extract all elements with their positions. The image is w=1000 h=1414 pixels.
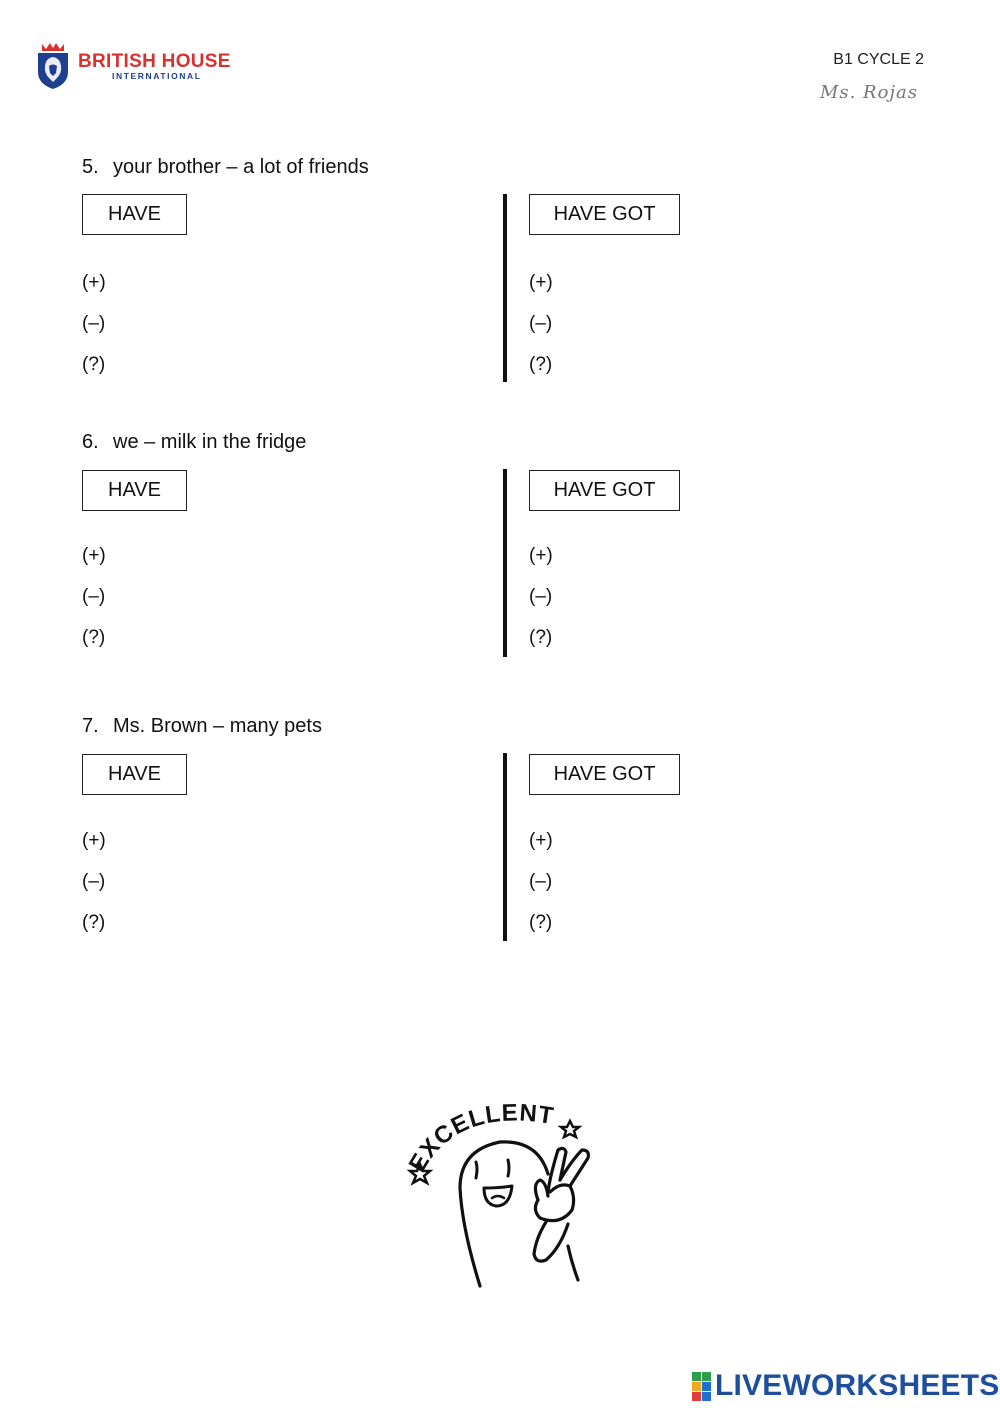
positive-sign-have-got: (+) — [529, 545, 553, 566]
exercise-title — [82, 156, 369, 179]
question-sign-have-got: (?) — [529, 912, 553, 933]
star-icon — [561, 1121, 579, 1137]
exercise-prompt: we – milk in the fridge — [113, 431, 307, 453]
positive-sign-have: (+) — [82, 545, 106, 566]
positive-sign-have-got: (+) — [529, 272, 553, 293]
question-sign-have-got: (?) — [529, 627, 553, 648]
liveworksheets-brand — [692, 1371, 1000, 1401]
positive-sign-have: (+) — [82, 830, 106, 851]
have-label-box: HAVE — [82, 754, 187, 795]
negative-sign-have: (–) — [82, 586, 106, 607]
course-level: B1 CYCLE 2 — [833, 51, 924, 68]
column-divider — [503, 194, 507, 382]
exercise-prompt: your brother – a lot of friends — [113, 156, 369, 178]
have-got-label-box: HAVE GOT — [529, 754, 680, 795]
lion-crest-icon — [36, 42, 70, 90]
exercise-number: 6. — [82, 431, 99, 453]
exercise-7 — [0, 715, 1000, 975]
positive-sign-have-got: (+) — [529, 830, 553, 851]
exercise-number: 5. — [82, 156, 99, 178]
have-got-label-box: HAVE GOT — [529, 194, 680, 235]
positive-sign-have: (+) — [82, 272, 106, 293]
exercise-6 — [0, 431, 1000, 691]
have-got-label-box: HAVE GOT — [529, 470, 680, 511]
stamp-text: EXCELLENT — [403, 1099, 556, 1177]
logo-title: BRITISH HOUSE — [78, 50, 231, 72]
question-sign-have-got: (?) — [529, 354, 553, 375]
svg-text:EXCELLENT — [404, 1099, 556, 1176]
exercise-number: 7. — [82, 715, 99, 737]
negative-sign-have: (–) — [82, 871, 106, 892]
logo-subtitle: INTERNATIONAL — [112, 70, 202, 81]
excellent-stamp — [400, 1088, 610, 1298]
school-logo — [36, 42, 231, 90]
negative-sign-have: (–) — [82, 313, 106, 334]
exercise-5 — [0, 156, 1000, 416]
question-sign-have: (?) — [82, 627, 106, 648]
column-divider — [503, 753, 507, 941]
exercise-title — [82, 715, 322, 738]
negative-sign-have-got: (–) — [529, 313, 553, 334]
negative-sign-have-got: (–) — [529, 871, 553, 892]
liveworksheets-icon — [692, 1372, 711, 1401]
liveworksheets-wordmark: LIVEWORKSHEETS — [715, 1369, 1000, 1402]
exercise-title — [82, 431, 306, 454]
column-divider — [503, 469, 507, 657]
question-sign-have: (?) — [82, 354, 106, 375]
teacher-signature: Ms. Rojas — [819, 82, 918, 103]
have-label-box: HAVE — [82, 470, 187, 511]
exercise-prompt: Ms. Brown – many pets — [113, 715, 322, 737]
question-sign-have: (?) — [82, 912, 106, 933]
negative-sign-have-got: (–) — [529, 586, 553, 607]
have-label-box: HAVE — [82, 194, 187, 235]
